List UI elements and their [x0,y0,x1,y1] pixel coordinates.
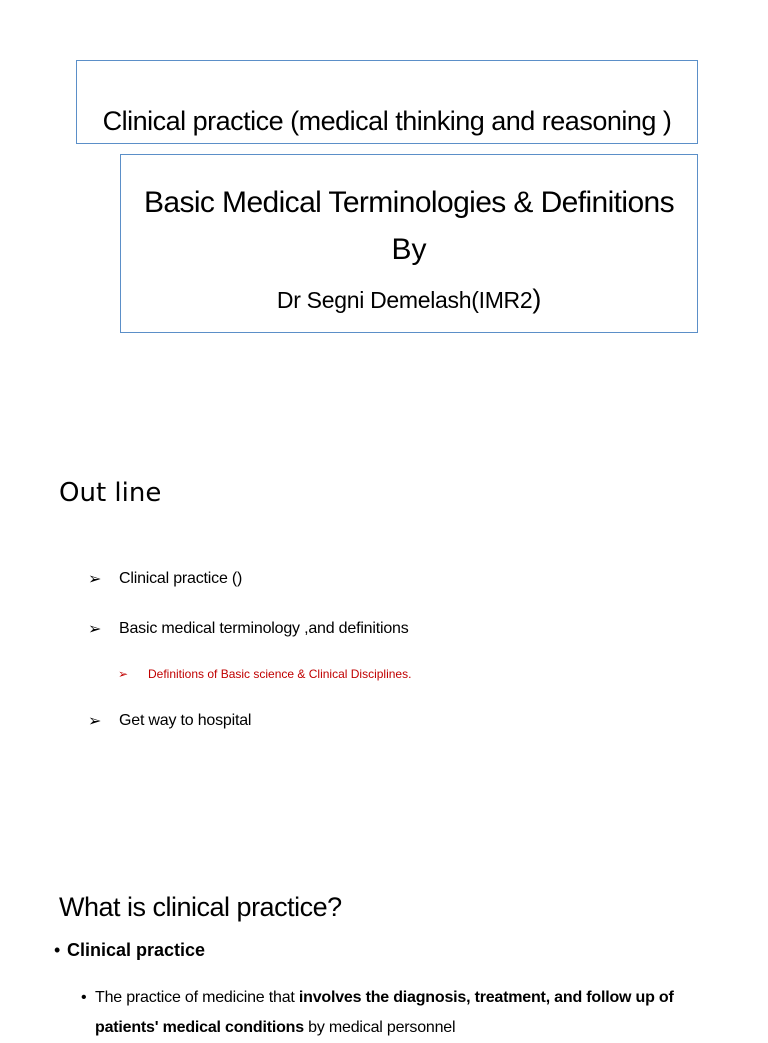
arrow-bullet-icon: ➢ [118,667,129,681]
outline-item-label: Basic medical terminology ,and definitions [119,620,409,637]
definition-line-2 [81,1013,701,1043]
outline-item-label: Get way to hospital [119,712,252,729]
outline-item [88,711,251,731]
outline-sub-item-label: Definitions of Basic science & Clinical Disciplines. [148,667,412,681]
definition-bold-1: involves the diagnosis, treatment, and follow up of [298,989,674,1006]
section-heading: What is clinical practice? [59,892,342,922]
outline-heading: Out line [59,478,162,508]
course-title: Clinical practice (medical thinking and reasoning ) [102,106,672,136]
definition-bullet [81,983,701,1043]
by-label: By [391,233,427,266]
author-close-paren: ) [532,284,542,314]
outline-item [88,569,242,589]
author-text: Dr Segni Demelash(IMR2 [276,287,533,313]
definition-bold-2: patients' medical conditions [95,1019,304,1036]
outline-sub-item [118,667,411,681]
term-bullet [54,940,205,961]
dot-bullet-icon: • [81,989,87,1006]
outline-item-label: Clinical practice () [119,570,243,587]
arrow-bullet-icon: ➢ [88,713,102,730]
arrow-bullet-icon: ➢ [88,571,102,588]
outline-item [88,619,409,639]
arrow-bullet-icon: ➢ [88,621,102,638]
definition-prefix: The practice of medicine that [95,989,299,1006]
author-name [120,284,698,315]
dot-bullet-icon: • [54,940,61,960]
topic-title: Basic Medical Terminologies & Definitions [143,186,675,219]
definition-suffix: by medical personnel [303,1019,456,1036]
term-label: Clinical practice [67,940,206,960]
